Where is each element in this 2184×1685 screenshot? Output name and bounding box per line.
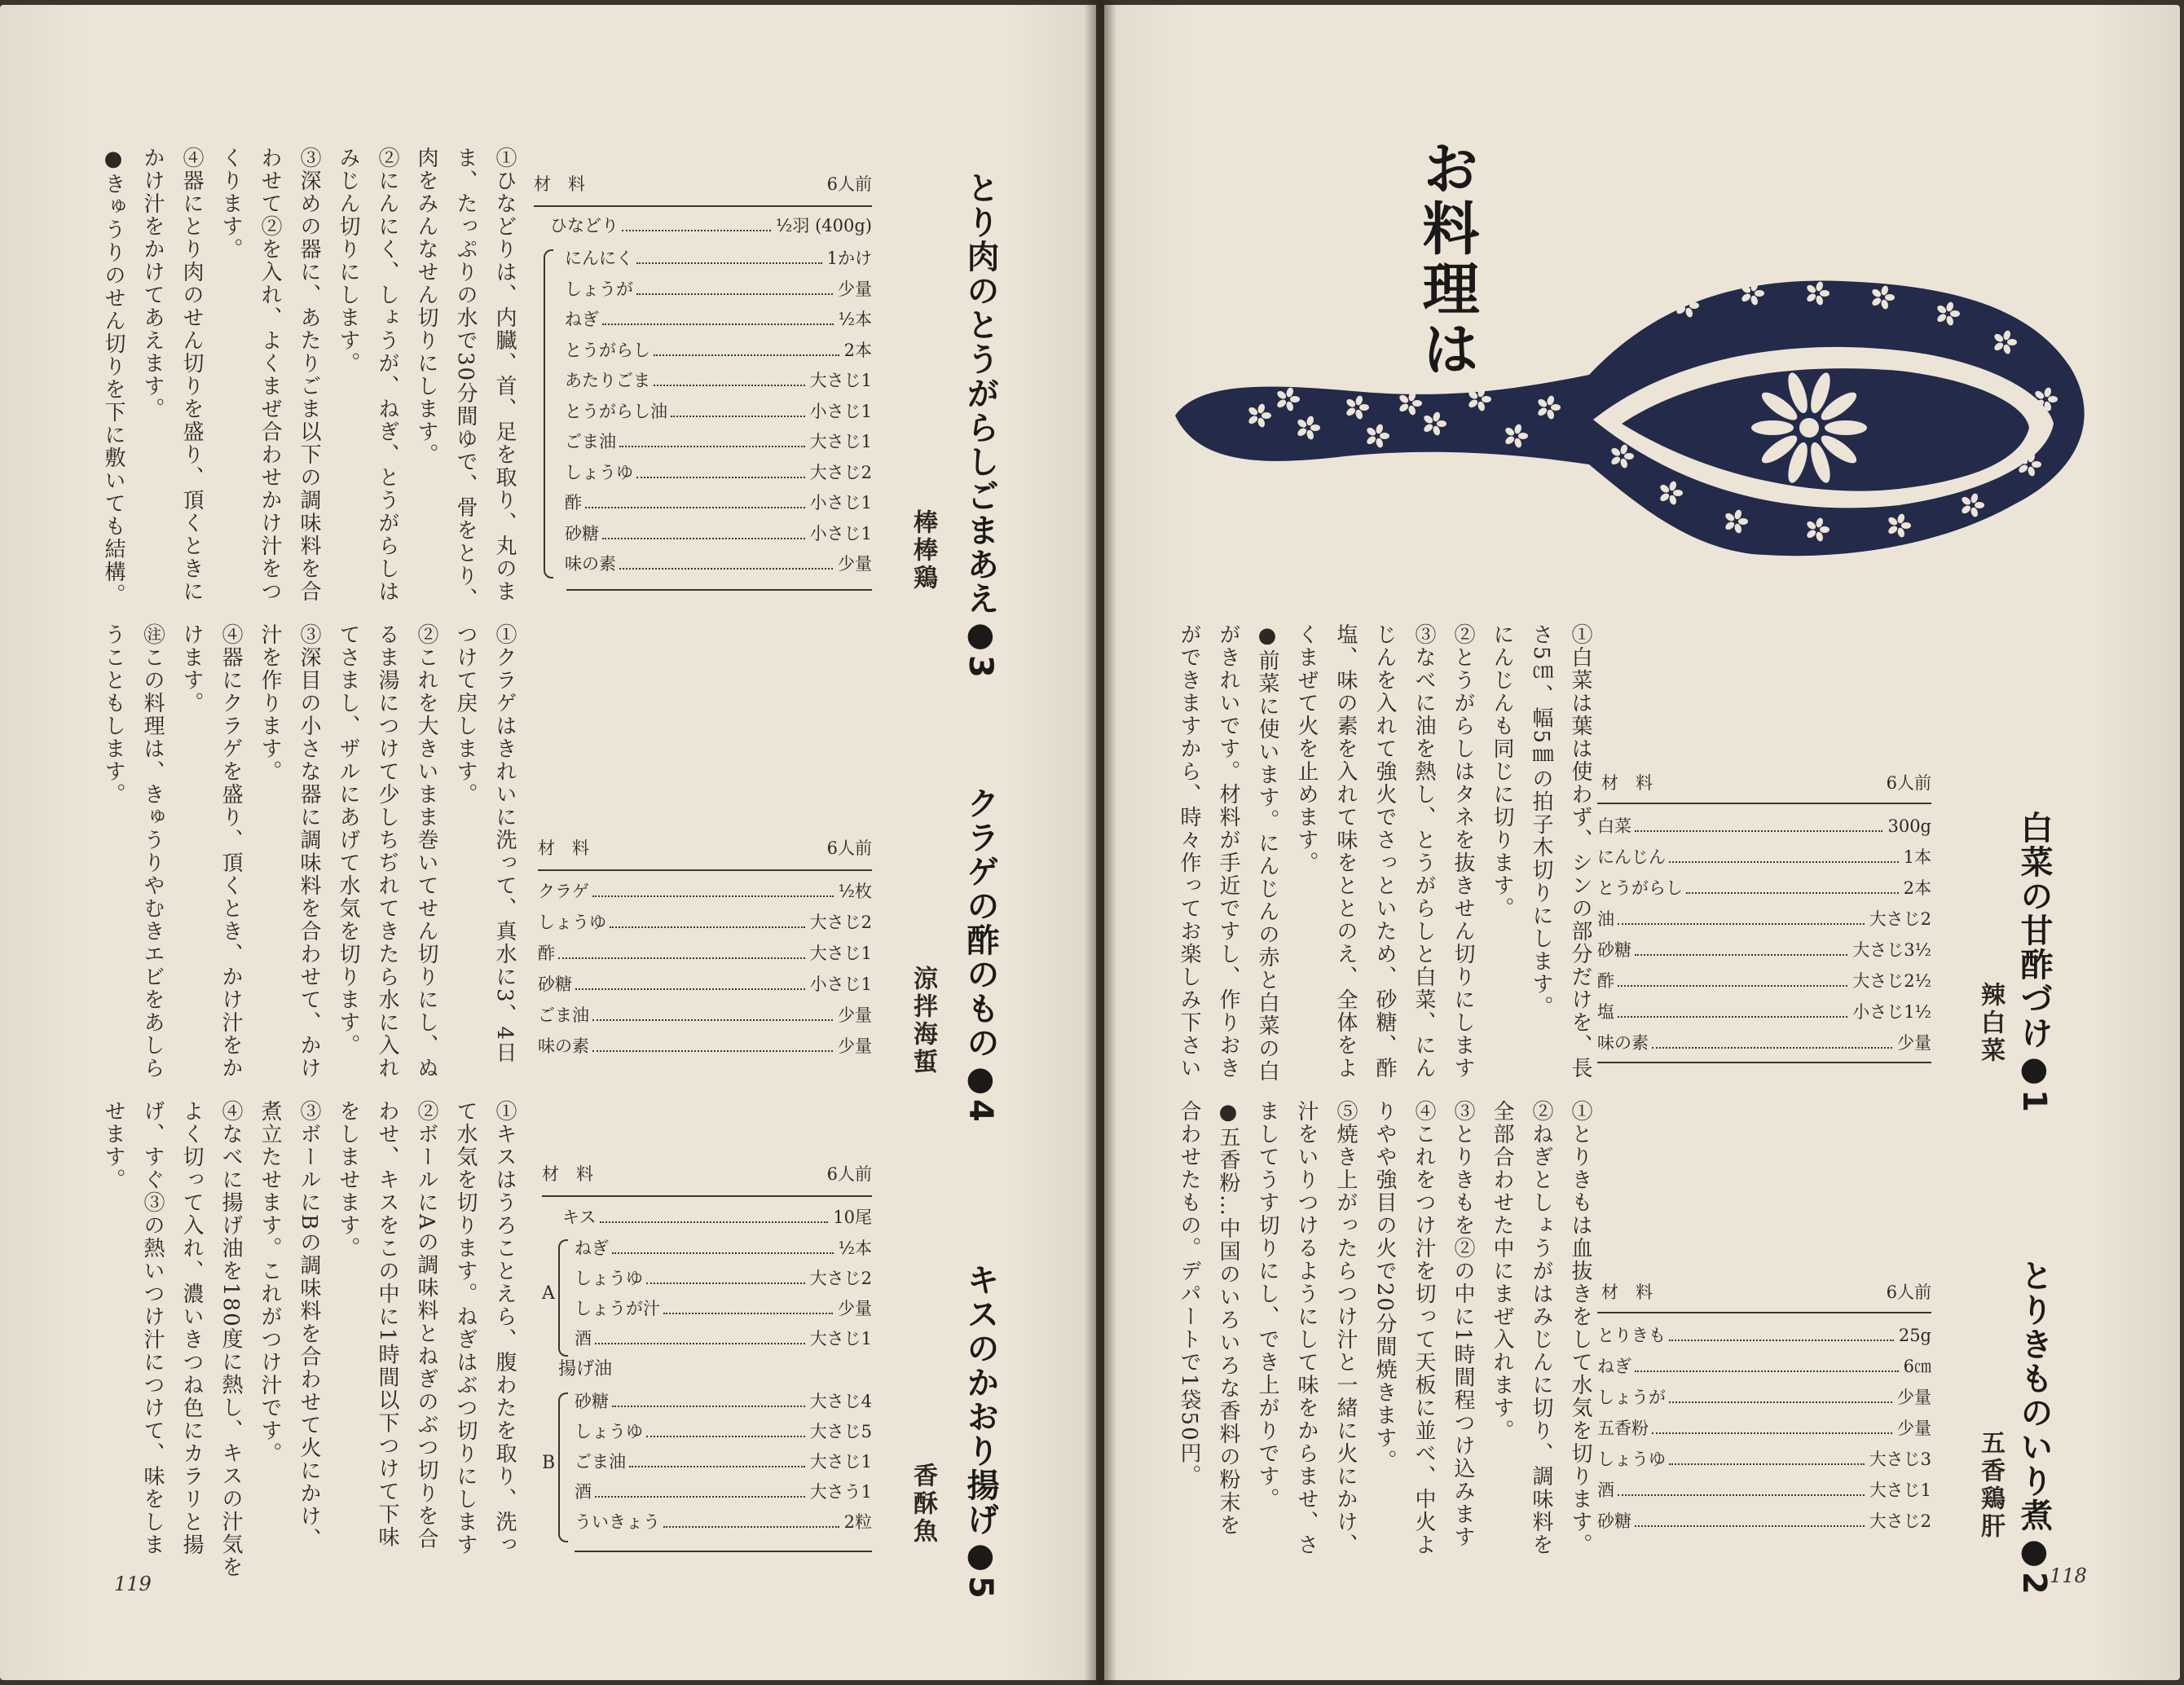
ingredient-name: ごま油 [538,1005,589,1025]
ingredient-amount: 少量 [1897,1419,1931,1438]
instruction-line: ができますから、時々作ってお楽しみ下さい [1177,623,1201,1080]
ingredient-name: あたりごま [565,371,650,390]
instruction-line: をしませます。 [336,1100,360,1260]
ingredient-row [565,489,872,517]
instruction-line: けます。 [179,623,204,715]
ingredient-row [565,275,872,303]
ingredient-row [1597,1384,1931,1411]
ingredient-amount: ½枚 [838,882,872,901]
leader-dots [629,1448,805,1467]
ingredient-amount: 小さじ1 [809,974,872,994]
instruction-line: ④なべに揚げ油を180度に熱し、キスの汁気を [218,1100,243,1579]
servings-label: 6人前 [826,1164,872,1184]
fry-oil-label: 揚げ油 [558,1359,613,1379]
ingredient-amount: 1かけ [826,249,872,268]
ingredient-row [538,878,872,905]
instruction-line: てさまし、ザルにあげて水気を切ります。 [336,623,360,1057]
recipe2-title: とりきものいり煮●2 [2015,1259,2053,1596]
leader-dots [1618,905,1865,925]
ingredient-name: とうがらし [1597,878,1683,898]
servings-label: 6人前 [826,838,872,858]
ingredient-name: しょうゆ [575,1269,643,1288]
ingredient-row [1597,1476,1931,1504]
leader-dots [671,398,805,417]
ingredient-amount: 大さじ2½ [1852,971,1931,991]
leader-dots [602,306,834,325]
instruction-line: げ、すぐ③の熱いつけ汁につけて、味をしま [140,1100,165,1556]
ingredient-name: 酒 [575,1482,592,1502]
ingredient-row [1597,1507,1931,1535]
instruction-line: 肉をみんなせん切りにします。 [414,147,438,466]
ingredient-row [1597,1322,1931,1349]
instruction-line: よく切って入れ、濃いきつね色にカラリと揚 [179,1100,204,1556]
ingredient-row [1597,874,1931,902]
ingredient-name: 酢 [1597,971,1614,991]
spoon-illustration [1165,261,2094,587]
instruction-line: じんを入れて強火でさっといため、砂糖、酢 [1372,623,1397,1080]
leader-dots [619,428,805,447]
ingredient-group-brace [544,249,553,579]
instruction-line: ④器にとり肉のせん切りを盛り、頂くときに [179,147,204,603]
leader-dots [592,878,834,897]
leader-dots [619,550,833,570]
instruction-line: ③深めの器に、あたりごま以下の調味料を合 [297,147,321,603]
instruction-line: 全部合わせた中にまぜ入れます。 [1490,1100,1514,1442]
ingredient-amount: 10尾 [833,1208,872,1227]
instruction-line: ●きゅうりのせん切りを下に敷いても結構。 [101,147,125,606]
ingredient-row [1597,967,1931,995]
recipe1-instructions [1169,623,1600,1083]
ingredient-row [1597,1414,1931,1442]
ingredients-header: 材 料 [1601,1282,1653,1302]
leader-dots [575,970,805,990]
ingredient-row [575,1295,872,1322]
leader-dots [1618,998,1847,1018]
big-title: お料理は [1413,139,1480,380]
ingredient-name: 五香粉 [1597,1419,1649,1438]
instruction-line: ①白菜は葉は使わず、シンの部分だけを、長 [1568,623,1592,1080]
leader-dots [1669,1384,1892,1403]
leader-dots [612,1234,834,1254]
instruction-line: るま湯につけて少しちぢれてきたら水に入れ [375,623,399,1080]
ingredient-row [575,1265,872,1292]
ingredient-group-brace [558,1392,568,1542]
ingredient-amount: 大さじ1 [809,1452,872,1472]
ingredient-name: にんにく [565,249,633,268]
ingredient-row [1597,812,1931,840]
ingredient-name: にんじん [1597,847,1666,867]
leader-dots [646,1265,805,1284]
ingredient-row [565,459,872,486]
instruction-line: ①とりきもは血抜きをして水気を切ります。 [1568,1100,1592,1556]
leader-dots [636,275,833,295]
recipe5-instructions [94,1100,524,1579]
ingredient-row [538,1032,872,1060]
ingredient-amount: 少量 [838,1299,872,1318]
instruction-line: にんじんも同じに切ります。 [1490,623,1514,920]
leader-dots [1686,874,1899,894]
ingredient-name: 酒 [575,1329,592,1348]
ingredient-amount: 大さじ1 [809,432,872,451]
leader-dots [592,1032,833,1052]
instruction-line: わせ、キスをこの中に1時間以下つけて下味 [375,1100,399,1549]
ingredient-row [1597,1353,1931,1380]
instruction-line: 汁を作ります。 [258,623,282,783]
ingredient-row [1597,936,1931,964]
ingredient-amount: 2本 [1903,878,1931,898]
instruction-line: ③深目の小さな器に調味料を合わせて、かけ [297,623,321,1080]
leader-dots [654,367,805,386]
instruction-line: ●五香粉…中国のいろいろな香料の粉末を [1216,1100,1240,1537]
recipe4-instructions [94,623,524,1080]
ingredient-amount: 少量 [838,554,872,574]
page-number-right: 118 [2050,1564,2087,1587]
instruction-line: かけ汁をかけてあえます。 [140,147,165,420]
ingredient-row [565,398,872,425]
instruction-line: ①キスはうろことえら、腹わたを取り、洗っ [492,1100,517,1556]
ingredient-amount: 25g [1898,1326,1931,1345]
instruction-line: ましてうす切りにし、でき上がりです。 [1255,1100,1279,1511]
ingredient-row [1597,843,1931,871]
ingredient-name: ういきょう [575,1512,660,1532]
ingredient-amount: ½本 [838,1238,872,1258]
recipe3-instructions [94,147,524,611]
ingredient-name: ねぎ [575,1238,609,1258]
recipe5-title: キスのかおり揚げ●5 [962,1263,999,1600]
instruction-line: うこともします。 [101,623,125,806]
instruction-line: くります。 [218,147,243,261]
leader-dots [1669,1445,1865,1465]
recipe1-title: 白菜の甘酢づけ●1 [2015,811,2053,1114]
ingredient-row [575,1508,872,1536]
recipe2-ingredients [1597,1279,1931,1540]
leader-dots [610,908,805,928]
ingredient-amount: 少量 [838,1005,872,1025]
ingredient-row [575,1448,872,1476]
recipe5-ingredients [542,1161,872,1552]
leader-dots [663,1295,833,1314]
instruction-line: 塩、味の素を入れて味をととのえ、全体をよ [1333,623,1358,1080]
ingredient-row [575,1234,872,1262]
ingredient-name: とうがらし油 [565,401,667,421]
ingredients-header: 材 料 [538,838,589,858]
ingredient-amount: 少量 [1897,1033,1931,1053]
ingredient-amount: 2本 [843,340,872,360]
ingredient-amount: 6㎝ [1903,1357,1931,1376]
instruction-line: 煮立たせます。これがつけ汁です。 [258,1100,282,1465]
ingredient-row [538,939,872,967]
instruction-line: ③ボールにBの調味料を合わせて火にかけ、 [297,1100,321,1551]
ingredient-row [565,244,872,272]
instruction-line: ㊟この料理は、きゅうりやむきエビをあしら [140,623,165,1080]
leader-dots [558,939,805,959]
ingredient-amount: 大さじ5 [809,1422,872,1441]
leader-dots [1635,1353,1899,1372]
ingredient-amount: 小さじ1 [809,523,872,543]
ingredient-amount: ½羽 (400g) [776,216,872,235]
recipe2-instructions [1169,1100,1600,1556]
ingredient-amount: 小さじ1½ [1852,1002,1931,1022]
servings-label: 6人前 [1886,773,1931,793]
instruction-line: ④これをつけ汁を切って天板に並べ、中火よ [1411,1100,1436,1556]
ingredient-amount: 小さじ1 [809,493,872,513]
ingredient-name: ねぎ [565,310,599,329]
ingredient-row [565,520,872,548]
ingredient-name: しょうゆ [565,462,633,482]
recipe3-title: とり肉のとうがらしごまあえ●3 [962,171,999,680]
leader-dots [654,337,839,356]
ingredient-name: しょうゆ [538,913,606,932]
leader-dots [1669,843,1899,863]
leader-dots [636,459,805,478]
ingredient-name: ひなどり [550,216,619,235]
leader-dots [663,1508,839,1528]
book-gutter [1084,0,1116,1685]
ingredient-amount: 大さじ1 [809,1329,872,1348]
instruction-line: わせて②を入れ、よくまぜ合わせかけ汁をつ [258,147,282,603]
ingredient-name: しょうゆ [575,1422,643,1441]
ingredient-row [565,306,872,333]
ingredient-row [538,908,872,936]
instruction-line: りやや強目の火で20分間焼きます。 [1372,1100,1397,1473]
instruction-line: ①ひなどりは、内臓、首、足を取り、丸のま [492,147,517,603]
ingredient-amount: 小さじ1 [809,401,872,421]
recipe4-title: クラゲの酢のもの●4 [962,786,999,1124]
servings-label: 6人前 [826,174,872,194]
instruction-line: 汁をいりつけるようにして味をからませ、さ [1294,1100,1319,1556]
ingredient-name: 砂糖 [1597,940,1631,960]
ingredient-row [1597,998,1931,1026]
ingredient-amount: 大さじ4 [809,1392,872,1411]
ingredient-name: 油 [1597,909,1614,929]
ingredient-row [1597,1029,1931,1057]
leader-dots [1652,1414,1892,1434]
leader-dots [600,1203,829,1223]
ingredient-name: キス [562,1208,597,1227]
ingredient-amount: 大さじ1 [809,944,872,963]
instruction-line: ⑤焼き上がったらつけ汁と一緒に火にかけ、 [1333,1100,1358,1556]
leader-dots [636,244,822,264]
ingredients-header: 材 料 [1601,773,1653,793]
ingredient-amount: 大さじ2 [809,913,872,932]
ingredient-name: しょうが [1597,1388,1666,1407]
ingredient-group-brace [558,1239,568,1357]
ingredient-name: 砂糖 [565,523,599,543]
ingredient-name: 味の素 [538,1036,589,1056]
ingredient-name: しょうが汁 [575,1299,660,1318]
recipe1-chinese-name: 辣白菜 [1976,982,2005,1065]
group-b-label: B [542,1453,556,1473]
ingredient-amount: 大さじ3½ [1852,940,1931,960]
recipe3-ingredients [534,171,872,591]
instruction-line: ②ボールにAの調味料とねぎのぶつ切りを合 [414,1100,438,1551]
recipe1-ingredients [1597,770,1931,1063]
ingredient-row [550,212,872,240]
instruction-line: くまぜて火を止めます。 [1294,623,1319,874]
servings-label: 6人前 [1886,1282,1931,1302]
recipe3-chinese-name: 棒棒鶏 [909,509,937,592]
leader-dots [1669,1322,1894,1341]
recipe2-chinese-name: 五香鶏肝 [1976,1430,2005,1541]
leader-dots [1635,1507,1865,1527]
ingredient-row [565,550,872,578]
ingredient-amount: 大さじ1 [1869,1480,1931,1500]
ingredient-amount: 大さじ1 [809,371,872,390]
ingredient-name: 砂糖 [575,1392,609,1411]
recipe4-chinese-name: 涼拌海蜇 [909,966,937,1076]
group-a-label: A [542,1283,555,1304]
ingredient-row [565,367,872,394]
ingredient-row [538,970,872,998]
ingredient-amount: 少量 [838,279,872,299]
instruction-line: ②ねぎとしょうがはみじんに切り、調味料を [1529,1100,1553,1556]
ingredient-name: 味の素 [565,554,616,574]
ingredient-name: 酢 [565,493,582,513]
instruction-line: て水気を切ります。ねぎはぶつ切りにします [453,1100,478,1556]
ingredient-amount: 大さじ2 [1869,909,1931,929]
leader-dots [646,1418,805,1437]
ingredient-row [575,1388,872,1415]
instruction-line: ④器にクラゲを盛り、頂くとき、かけ汁をか [218,623,243,1080]
ingredient-amount: 大さじ2 [809,462,872,482]
ingredient-name: しょうゆ [1597,1450,1666,1469]
ingredient-name: 白菜 [1597,816,1631,836]
ingredient-name: 味の素 [1597,1033,1649,1053]
leader-dots [602,520,805,539]
ingredient-name: ごま油 [575,1452,626,1472]
ingredient-name: 砂糖 [1597,1511,1631,1531]
instruction-line: さ5㎝、幅5㎜の拍子木切りにします。 [1529,623,1553,1019]
ingredient-row [538,1001,872,1029]
instruction-line: ②これを大きいまま巻いてせん切りにし、ぬ [414,623,438,1080]
leader-dots [1635,936,1847,956]
ingredient-name: 酒 [1597,1480,1614,1500]
instruction-line: ②にんにく、しょうが、ねぎ、とうがらしは [375,147,399,603]
instruction-line: つけて戻します。 [453,623,478,806]
leader-dots [1635,812,1882,832]
ingredient-name: ねぎ [1597,1357,1631,1376]
ingredient-row [562,1203,872,1231]
ingredient-row [575,1478,872,1506]
ingredient-amount: 2粒 [843,1512,872,1532]
instruction-line: ●前菜に使います。にんじんの赤と白菜の白 [1255,623,1279,1083]
ingredient-row [1597,905,1931,933]
ingredient-amount: 大さじ3 [1869,1450,1931,1469]
ingredient-amount: 少量 [838,1036,872,1056]
instruction-line: みじん切りにします。 [336,147,360,375]
ingredient-name: 塩 [1597,1002,1614,1022]
recipe5-chinese-name: 香酥魚 [909,1463,937,1546]
ingredient-amount: 大さう1 [809,1482,872,1502]
ingredient-amount: 大さじ2 [1869,1511,1931,1531]
instruction-line: ま、たっぷりの水で30分間ゆで、骨をとり、 [453,147,478,611]
leader-dots [595,1478,805,1498]
ingredient-amount: ½本 [838,310,872,329]
ingredients-header: 材 料 [534,174,585,194]
ingredient-name: とうがらし [565,340,650,360]
leader-dots [595,1325,805,1344]
instruction-line: ③とりきもを②の中に1時間程つけ込みます [1451,1100,1475,1549]
instruction-line: ②とうがらしはタネを抜きせん切りにします [1451,623,1475,1080]
ingredient-name: ごま油 [565,432,616,451]
instruction-line: せます。 [101,1100,125,1191]
leader-dots [612,1388,805,1407]
instruction-line: 合わせたもの。デパートで1袋50円。 [1177,1100,1201,1488]
recipe4-ingredients [538,835,872,1076]
ingredient-row [565,337,872,364]
leader-dots [622,212,771,231]
leader-dots [592,1001,833,1021]
ingredient-row [575,1418,872,1445]
ingredient-amount: 大さじ2 [809,1269,872,1288]
leader-dots [1618,1476,1865,1496]
ingredient-name: 砂糖 [538,974,572,994]
ingredients-header: 材 料 [542,1164,593,1184]
ingredient-row [575,1325,872,1353]
ingredient-row [565,428,872,455]
instruction-line: ③なべに油を熱し、とうがらしと白菜、にん [1411,623,1436,1080]
flower-pattern [1618,309,1642,334]
page-number-left: 119 [114,1573,152,1595]
instruction-line: がきれいです。材料が手近ですし、作りおき [1216,623,1240,1080]
leader-dots [1652,1029,1892,1049]
flower-pattern [1578,337,1601,363]
instruction-line: ①クラゲはきれいに洗って、真水に3、4日 [492,623,517,1065]
ingredient-row [1597,1445,1931,1473]
leader-dots [1618,967,1847,987]
ingredient-name: クラゲ [538,882,589,901]
ingredient-name: 酢 [538,944,555,963]
leader-dots [585,489,805,508]
ingredient-name: とりきも [1597,1326,1666,1345]
ingredient-amount: 1本 [1903,847,1931,867]
ingredient-amount: 300g [1887,816,1931,836]
ingredient-amount: 少量 [1897,1388,1931,1407]
ingredient-name: しょうが [565,279,633,299]
